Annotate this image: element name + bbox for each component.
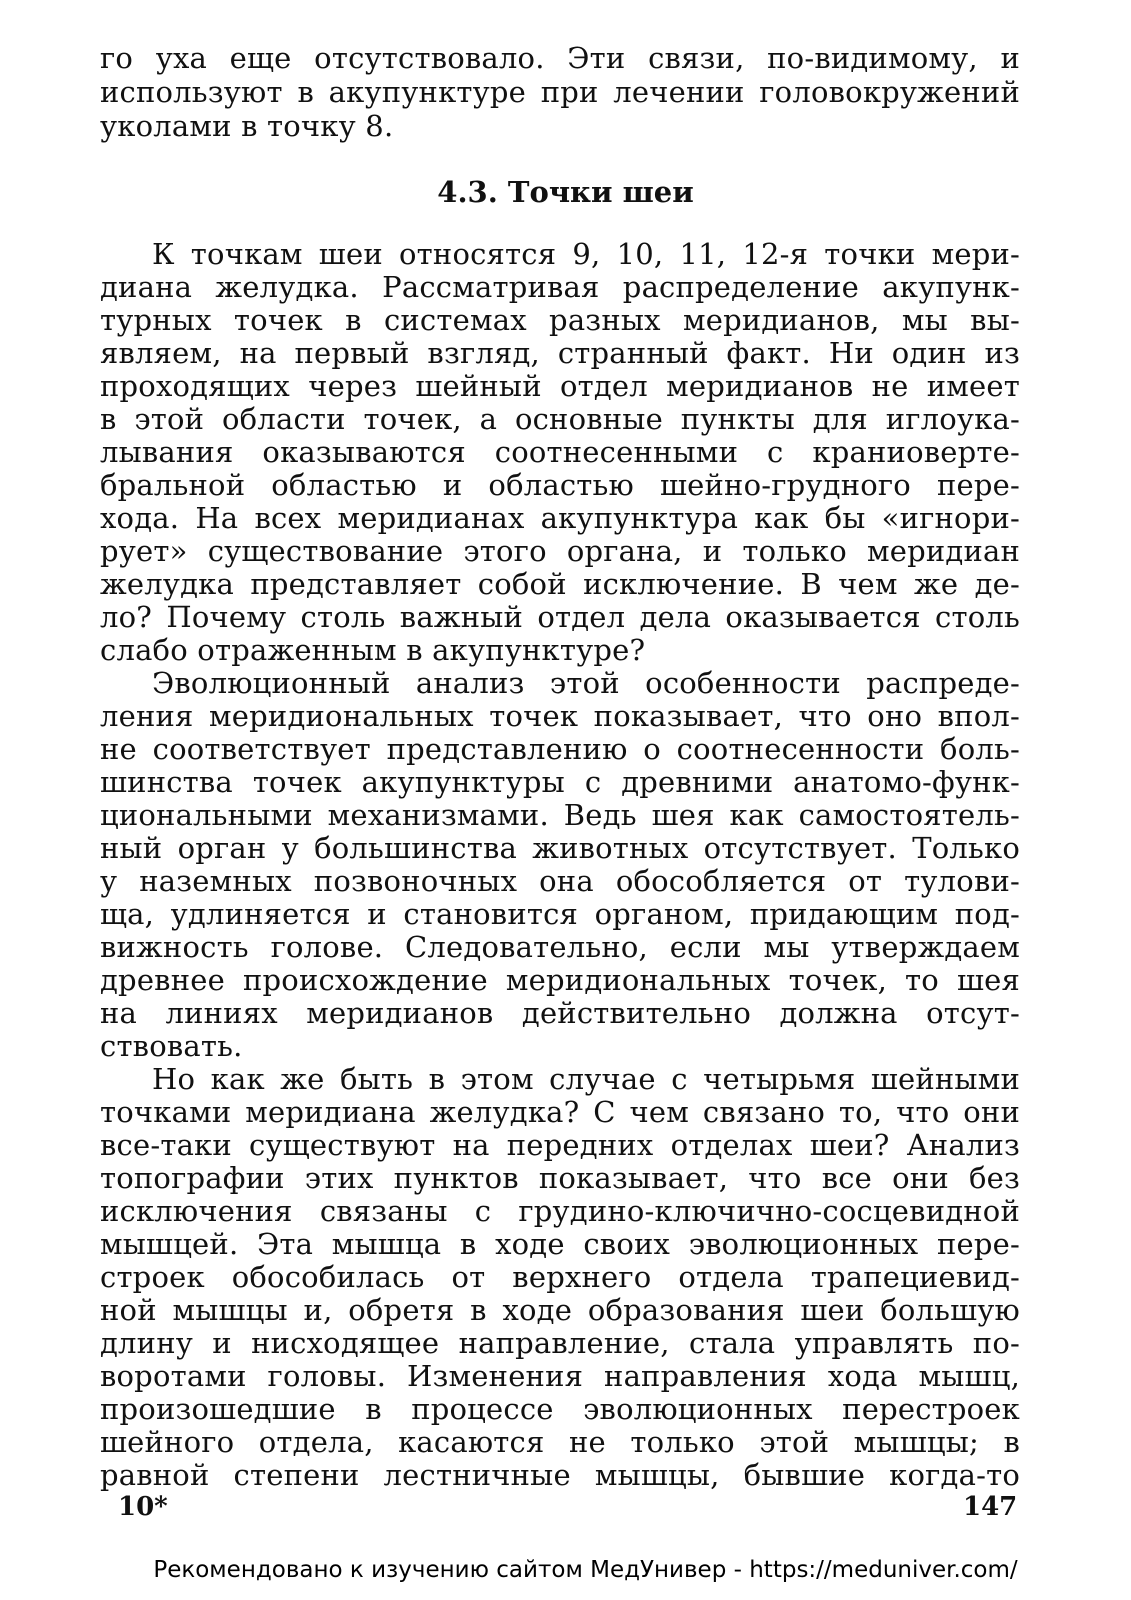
- text-line: мышцей. Эта мышца в ходе своих эволюционных пере-: [100, 1228, 1020, 1261]
- text-line: циональными механизмами. Ведь шея как самостоятель-: [100, 799, 1020, 832]
- text-line: го уха еще отсутствовало. Эти связи, по-видимому, и: [100, 42, 1020, 75]
- text-line: проходящих через шейный отдел меридианов не имеет: [100, 370, 1020, 403]
- text-line: все-таки существуют на передних отделах шеи? Анализ: [100, 1129, 1020, 1162]
- page-number: 147: [963, 1492, 1018, 1522]
- text-line: длину и нисходящее направление, стала управлять по-: [100, 1327, 1020, 1360]
- text-line: не соответствует представлению о соотнесенности боль-: [100, 733, 1020, 766]
- text-line: ло? Почему столь важный отдел дела оказывается столь: [100, 601, 1020, 634]
- text-line: воротами головы. Изменения направления хода мышц,: [100, 1360, 1020, 1393]
- text-line: К точкам шеи относятся 9, 10, 11, 12-я точки мери-: [152, 238, 1020, 271]
- text-line: рует» существование этого органа, и только меридиан: [100, 535, 1020, 568]
- text-line: лывания оказываются соотнесенными с краниоверте-: [100, 436, 1020, 469]
- text-line: древнее происхождение меридиональных точек, то шея: [100, 964, 1020, 997]
- text-line: исключения связаны с грудино-ключично-сосцевидной: [100, 1195, 1020, 1228]
- footer-recommendation: Рекомендовано к изучению сайтом МедУнивер - https://meduniver.com/: [153, 1557, 1018, 1583]
- text-line: в этой области точек, а основные пункты для иглоука-: [100, 403, 1020, 436]
- text-line: диана желудка. Рассматривая распределение акупунк-: [100, 271, 1020, 304]
- text-line: используют в акупунктуре при лечении головокружений: [100, 76, 1020, 109]
- text-line: точками меридиана желудка? С чем связано то, что они: [100, 1096, 1020, 1129]
- text-line: вижность голове. Следовательно, если мы утверждаем: [100, 931, 1020, 964]
- signature-mark: 10*: [118, 1492, 168, 1522]
- text-line: являем, на первый взгляд, странный факт. Ни один из: [100, 337, 1020, 370]
- text-line: топографии этих пунктов показывает, что все они без: [100, 1162, 1020, 1195]
- text-line: шинства точек акупунктуры с древними анатомо-функ-: [100, 766, 1020, 799]
- text-line: произошедшие в процессе эволюционных перестроек: [100, 1393, 1020, 1426]
- text-line: ления меридиональных точек показывает, что оно впол-: [100, 700, 1020, 733]
- text-line: ща, удлиняется и становится органом, придающим под-: [100, 898, 1020, 931]
- text-line: желудка представляет собой исключение. В чем же де-: [100, 568, 1020, 601]
- text-line: ной мышцы и, обретя в ходе образования шеи большую: [100, 1294, 1020, 1327]
- section-title: 4.3. Точки шеи: [437, 175, 694, 209]
- text-line: Эволюционный анализ этой особенности распреде-: [152, 667, 1020, 700]
- text-line: уколами в точку 8.: [100, 110, 394, 143]
- text-line: Но как же быть в этом случае с четырьмя шейными: [152, 1063, 1020, 1096]
- text-line: ствовать.: [100, 1030, 243, 1063]
- text-line: бральной областью и областью шейно-грудного пере-: [100, 469, 1020, 502]
- text-line: строек обособилась от верхнего отдела трапециевид-: [100, 1261, 1020, 1294]
- text-line: слабо отраженным в акупунктуре?: [100, 634, 646, 667]
- text-line: на линиях меридианов действительно должна отсут-: [100, 997, 1020, 1030]
- text-line: хода. На всех меридианах акупунктура как бы «игнори-: [100, 502, 1020, 535]
- text-line: равной степени лестничные мышцы, бывшие когда-то: [100, 1459, 1020, 1492]
- text-line: ный орган у большинства животных отсутствует. Только: [100, 832, 1020, 865]
- text-line: у наземных позвоночных она обособляется от тулови-: [100, 865, 1020, 898]
- text-line: шейного отдела, касаются не только этой мышцы; в: [100, 1426, 1020, 1459]
- text-line: турных точек в системах разных меридианов, мы вы-: [100, 304, 1020, 337]
